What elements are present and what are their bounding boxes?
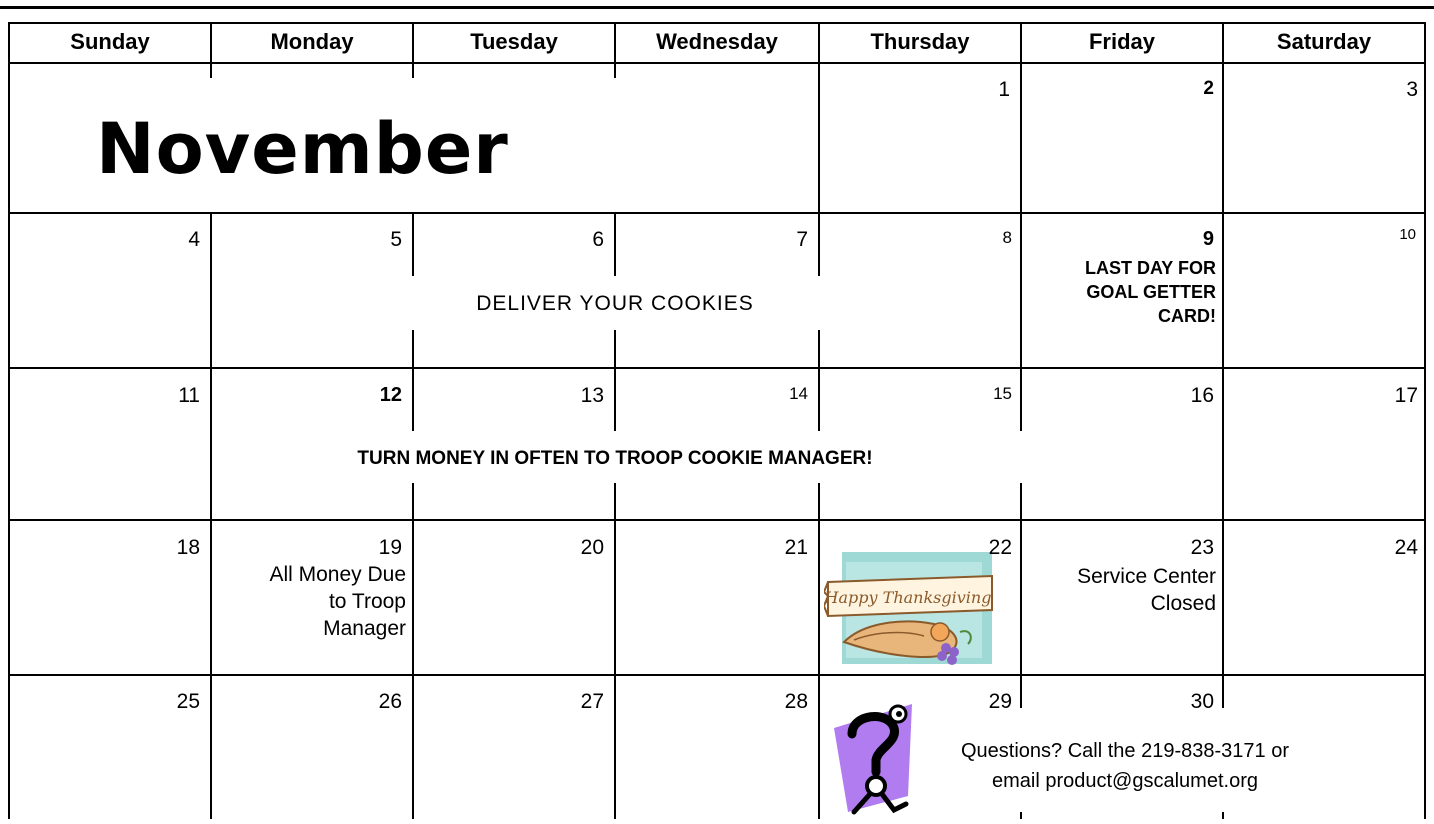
grid-line	[614, 62, 616, 78]
deliver-cookies-banner: DELIVER YOUR COOKIES	[476, 292, 754, 315]
day-number: 17	[1394, 384, 1418, 407]
weekday-thursday: Thursday	[870, 29, 970, 54]
grid-line	[210, 674, 212, 819]
turn-money-banner: TURN MONEY IN OFTEN TO TROOP COOKIE MANAGER!	[357, 448, 873, 469]
day-number: 24	[1394, 536, 1418, 559]
grid-line	[818, 330, 820, 367]
weekday-wednesday: Wednesday	[656, 29, 778, 54]
day-number: 26	[378, 690, 402, 713]
note-line: Closed	[1150, 592, 1216, 615]
grid-line	[818, 519, 820, 674]
grid-line	[1020, 812, 1022, 819]
question-mark-figure-icon	[828, 700, 920, 819]
grid-line	[412, 22, 414, 62]
grid-line	[8, 212, 1426, 214]
month-title: November	[96, 108, 509, 190]
weekday-saturday: Saturday	[1276, 29, 1372, 54]
grid-line	[1222, 62, 1224, 212]
grid-line	[210, 22, 212, 62]
weekday-friday: Friday	[1088, 29, 1156, 54]
day-number: 27	[580, 690, 604, 713]
thanksgiving-banner-text: Happy Thanksgiving	[824, 588, 992, 607]
grid-line	[412, 367, 414, 431]
goal-getter-note	[1024, 256, 1216, 328]
grid-line	[1020, 519, 1022, 674]
grid-line	[818, 483, 820, 519]
grid-line	[210, 212, 212, 367]
grid-line	[818, 22, 820, 62]
note-line: CARD!	[1158, 306, 1216, 326]
grid-line	[818, 674, 820, 819]
day-number: 22	[988, 536, 1012, 559]
money-due-note	[214, 561, 406, 642]
grid-line	[1424, 22, 1426, 819]
day-number: 5	[390, 228, 402, 251]
grid-line	[1020, 674, 1022, 708]
day-number: 7	[796, 228, 808, 251]
grid-line	[210, 367, 212, 519]
top-border	[0, 6, 1434, 9]
grid-line	[210, 62, 212, 78]
day-number: 29	[988, 690, 1012, 713]
grid-line	[8, 674, 1426, 676]
note-line: LAST DAY FOR	[1084, 258, 1216, 278]
weekday-sunday: Sunday	[70, 29, 150, 54]
service-center-note	[1024, 563, 1216, 617]
grid-line	[818, 62, 820, 212]
grid-line	[1222, 212, 1224, 367]
day-number: 23	[1190, 536, 1214, 559]
day-number: 11	[178, 384, 200, 407]
grid-line	[1222, 519, 1224, 674]
note-line: GOAL GETTER	[1086, 282, 1216, 302]
grid-line	[1020, 22, 1022, 62]
grid-line	[818, 367, 820, 431]
day-number: 18	[176, 536, 200, 559]
day-number: 28	[784, 690, 808, 713]
day-number: 12	[379, 384, 402, 406]
grid-line	[614, 674, 616, 819]
note-line: Service Center	[1077, 565, 1216, 588]
day-number: 19	[378, 536, 402, 559]
grid-line	[614, 22, 616, 62]
grid-line	[614, 519, 616, 674]
day-number: 15	[993, 384, 1012, 403]
grid-line	[1222, 674, 1224, 708]
grid-line	[1222, 22, 1224, 62]
grid-line	[8, 62, 1426, 64]
day-number: 13	[580, 384, 604, 407]
day-number: 1	[998, 78, 1010, 101]
day-number: 9	[1202, 228, 1214, 250]
contact-info	[920, 736, 1330, 796]
grid-line	[412, 212, 414, 276]
grid-line	[1222, 367, 1224, 519]
grid-line	[614, 483, 616, 519]
grid-line	[614, 367, 616, 431]
grid-line	[1020, 212, 1022, 367]
grid-line	[1020, 62, 1022, 212]
grid-line	[1222, 812, 1224, 819]
grid-line	[8, 367, 1426, 369]
grid-line	[1020, 367, 1022, 431]
note-line: to Troop	[328, 590, 406, 613]
day-number: 14	[789, 384, 808, 403]
day-number: 2	[1203, 78, 1214, 99]
grid-line	[412, 674, 414, 819]
grid-line	[8, 519, 1426, 521]
day-number: 3	[1406, 78, 1418, 101]
note-line: Manager	[323, 617, 406, 640]
grid-line	[1020, 483, 1022, 519]
grid-line	[8, 22, 1426, 24]
day-number: 6	[592, 228, 604, 251]
note-line: All Money Due	[269, 563, 406, 586]
day-number: 30	[1190, 690, 1214, 713]
day-number: 8	[1002, 228, 1012, 247]
weekday-monday: Monday	[270, 29, 354, 54]
day-number: 16	[1190, 384, 1214, 407]
grid-line	[614, 212, 616, 276]
contact-line: email product@gscalumet.org	[992, 770, 1258, 792]
day-number: 21	[784, 536, 808, 559]
grid-line	[412, 330, 414, 367]
grid-line	[818, 212, 820, 276]
grid-line	[412, 483, 414, 519]
thanksgiving-cornucopia-icon	[824, 552, 996, 668]
grid-line	[210, 519, 212, 674]
weekday-tuesday: Tuesday	[470, 29, 558, 54]
day-number: 25	[176, 690, 200, 713]
grid-line	[412, 62, 414, 78]
day-number: 10	[1399, 226, 1416, 243]
contact-line: Questions? Call the 219-838-3171 or	[961, 740, 1289, 762]
grid-line	[412, 519, 414, 674]
day-number: 20	[580, 536, 604, 559]
grid-line	[614, 330, 616, 367]
day-number: 4	[188, 228, 200, 251]
grid-line	[8, 22, 10, 819]
